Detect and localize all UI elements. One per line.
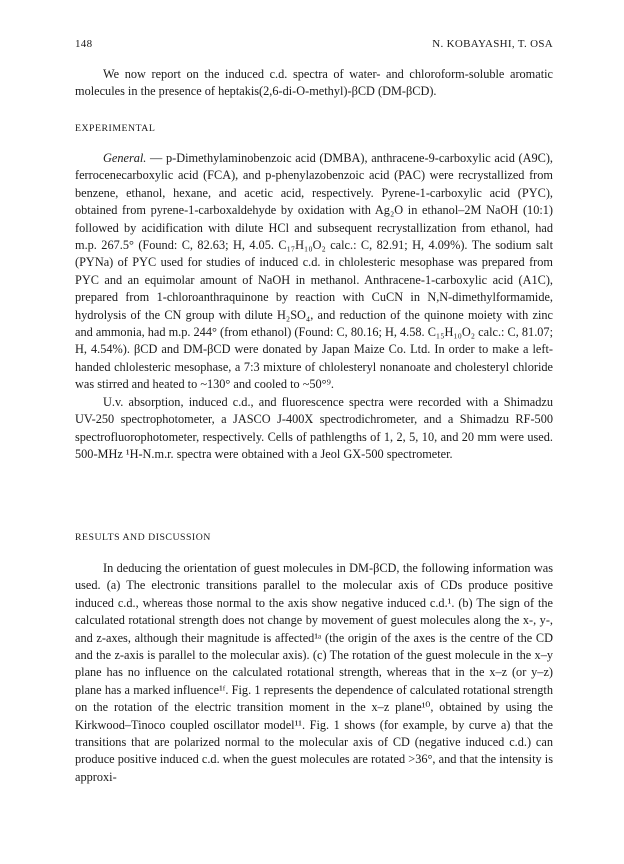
intro-section — [75, 66, 553, 101]
running-head: N. KOBAYASHI, T. OSA — [432, 38, 553, 50]
instruments-paragraph: U.v. absorption, induced c.d., and fluorescence spectra were recorded with a Shimadzu UV-250 spectrophotometer, a JASCO J-400X spectrodichrometer, and a Shimadzu RF-500 spectrofluorophotometer, respectively. Cells of pathlengths of 1, 2, 5, 10, and 20 mm were used. 500-MHz ¹H-N.m.r. spectra were obtained with a Jeol GX-500 spectrometer. — [75, 394, 553, 461]
page-header — [75, 38, 553, 54]
results-heading: RESULTS AND DISCUSSION — [75, 532, 211, 543]
page-number: 148 — [75, 38, 93, 50]
results-paragraph: In deducing the orientation of guest molecules in DM-βCD, the following information was used. (a) The electronic transitions parallel to the molecular axis of CDs produce positive induced c.d., whereas those normal to the axis show negative induced c.d.¹. (b) The sign of the calculated rotational strength does not change by movement of guest molecules along the x-, y-, and z-axes, although their magnitude is affected¹ᵃ (the origin of the axes is the centre of the CD and the z-axis is parallel to the molecular axis). (c) The rotation of the guest molecule in the x–y plane has no influence on the calculated rotational strength, whereas that in the x–z (or y–z) plane has a marked influence¹ᶠ. Fig. 1 represents the dependence of calculated rotational strength on the rotation of the electric transition moment in the x–z plane¹⁰, obtained by using the Kirkwood–Tinoco coupled oscillator model¹¹. Fig. 1 shows (for example, by curve a) that the transitions that are polarized normal to the molecular axis of CD (negative induced c.d.) can produce positive induced c.d. when the guest molecules are rotated >36°, and that the intensity is approxi- — [75, 561, 553, 784]
results-section — [75, 560, 553, 786]
general-paragraph — [75, 150, 553, 394]
experimental-heading: EXPERIMENTAL — [75, 123, 156, 134]
intro-paragraph: We now report on the induced c.d. spectra of water- and chloroform-soluble aromatic molecules in the presence of heptakis(2,6-di-O-methyl)-βCD (DM-βCD). — [75, 67, 553, 99]
experimental-section — [75, 150, 553, 463]
general-text: — p-Dimethylaminobenzoic acid (DMBA), anthracene-9-carboxylic acid (A9C), ferrocenecarboxylic acid (FCA), and p-phenylazobenzoic acid (PAC) were recrystallized from benzene, ethanol, hexane, and acetic acid, respectively. Pyrene-1-carboxylic acid (PYC), obtained from pyrene-1-carboxaldehyde by oxidation with Ag₂O in ethanol–2M NaOH (10:1) followed by acidification with dilute HCl and subsequent recrystallization from ethanol, had m.p. 267.5° (Found: C, 82.63; H, 4.05. C₁₇H₁₀O₂ calc.: C, 82.91; H, 4.09%). The sodium salt (PYNa) of PYC used for studies of induced c.d. in chlolesteric mesophase was prepared from PYC and an equimolar amount of NaOH in methanol. Anthracene-1-carboxylic acid (A1C), prepared from 1-chloroanthraquinone by reaction with CuCN in N,N-dimethylformamide, hydrolysis of the CN group with dilute H₂SO₄, and reduction of the quinone moiety with zinc and ammonia, had m.p. 244° (from ethanol) (Found: C, 80.16; H, 4.58. C₁₅H₁₀O₂ calc.: C, 81.07; H, 4.54%). βCD and DM-βCD were donated by Japan Maize Co. Ltd. In order to make a left-handed chlolesteric mesophase, a 7:3 mixture of chlolesteryl nonanoate and cholesteryl chloride was stirred and heated to ~130° and cooled to ~50°⁹. — [75, 151, 553, 392]
general-lead: General. — [103, 151, 147, 165]
